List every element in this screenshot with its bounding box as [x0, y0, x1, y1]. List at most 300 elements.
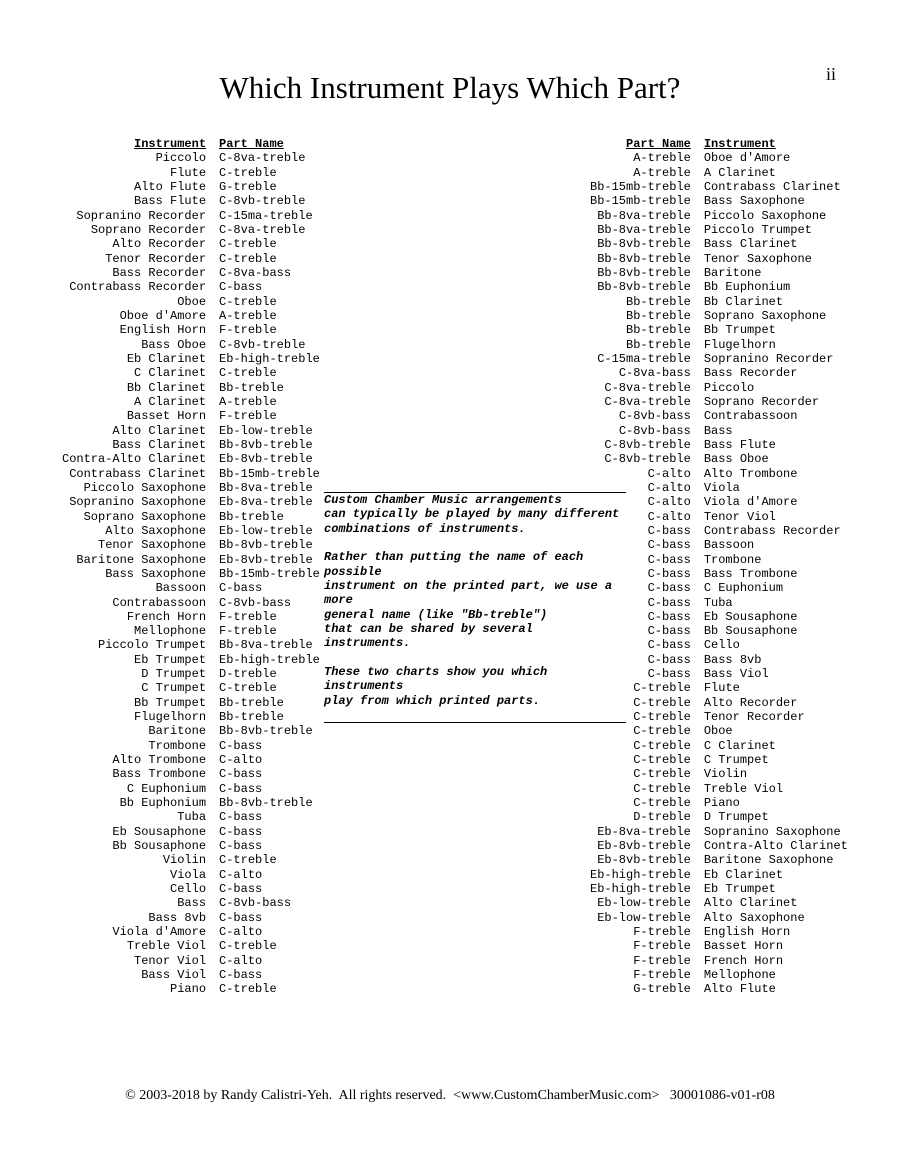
table-cell: C-bass [219, 767, 263, 782]
table-cell: F-treble [633, 939, 691, 954]
table-cell: Flute [170, 165, 207, 180]
instrument-to-part-rows [62, 151, 320, 996]
table-cell: Bassoon [155, 581, 207, 596]
table-row [62, 481, 320, 495]
table-cell: C Clarinet [134, 366, 207, 381]
table-row [62, 209, 320, 223]
table-cell: D-treble [633, 810, 691, 825]
table-row [62, 395, 320, 409]
table-cell: C-15ma-treble [219, 208, 313, 223]
table-cell: C-8vb-treble [604, 437, 691, 452]
table-cell: C-bass [647, 566, 691, 581]
table-cell: Bb-treble [626, 294, 691, 309]
table-cell: Alto Flute [134, 179, 207, 194]
table-cell: Sopranino Recorder [703, 351, 834, 366]
table-row [590, 223, 848, 237]
table-row [62, 882, 320, 896]
table-cell: Piano [703, 796, 740, 811]
table-cell: D-treble [219, 667, 277, 682]
table-cell: C Euphonium [126, 781, 207, 796]
table-cell: Bb-8va-treble [597, 222, 691, 237]
table-cell: C-alto [219, 753, 263, 768]
table-cell: Cello [703, 638, 740, 653]
table-cell: Bass [177, 896, 207, 911]
table-row [62, 739, 320, 753]
table-row [62, 825, 320, 839]
table-cell: Bb-8vb-treble [597, 237, 691, 252]
table-header-row [590, 137, 848, 151]
table-cell: Eb-high-treble [219, 351, 320, 366]
table-row [62, 710, 320, 724]
table-cell: French Horn [703, 953, 784, 968]
table-cell: Alto Clarinet [703, 896, 798, 911]
table-row [590, 209, 848, 223]
table-row [590, 911, 848, 925]
table-cell: Bb-8vb-treble [597, 251, 691, 266]
table-cell: C-alto [219, 925, 263, 940]
table-cell: Viola d'Amore [703, 495, 798, 510]
table-row [62, 194, 320, 208]
table-row [62, 438, 320, 452]
table-cell: C-bass [647, 624, 691, 639]
table-cell: C-8vb-treble [219, 337, 306, 352]
table-cell: C-8va-bass [618, 366, 691, 381]
table-cell: Mellophone [703, 968, 776, 983]
table-row [62, 280, 320, 294]
table-cell: Bb Sousaphone [703, 624, 798, 639]
table-cell: Trombone [703, 552, 762, 567]
table-row [590, 739, 848, 753]
table-row [62, 653, 320, 667]
table-cell: Sopranino Saxophone [69, 495, 207, 510]
table-cell: D Trumpet [141, 667, 207, 682]
table-cell: Alto Saxophone [105, 523, 207, 538]
table-cell: Bb Clarinet [703, 294, 784, 309]
table-cell: Eb-high-treble [590, 867, 691, 882]
table-cell: C-treble [219, 237, 277, 252]
table-cell: Sopranino Recorder [76, 208, 207, 223]
table-row [62, 252, 320, 266]
table-cell: Eb-8va-treble [219, 495, 313, 510]
part-to-instrument-rows [590, 151, 848, 996]
table-cell: Alto Trombone [112, 753, 207, 768]
table-row [590, 323, 848, 337]
table-cell: Baritone [148, 724, 207, 739]
table-cell: Bb-treble [626, 337, 691, 352]
table-cell: Bb-8va-treble [597, 208, 691, 223]
table-row [590, 796, 848, 810]
table-row [62, 553, 320, 567]
table-cell: Treble Viol [126, 939, 207, 954]
page-title: Which Instrument Plays Which Part? [219, 70, 681, 105]
table-cell: A-treble [219, 394, 277, 409]
table-cell: C-treble [219, 366, 277, 381]
table-cell: C-8vb-bass [219, 896, 292, 911]
note-paragraph: Rather than putting the name of each possible instrument on the printed part, we use a more general name (like "Bb-treble") that can be shared by several instruments. [324, 550, 613, 651]
table-row [590, 696, 848, 710]
table-row [590, 638, 848, 652]
table-cell: C-bass [219, 968, 263, 983]
table-cell: C-alto [647, 466, 691, 481]
table-cell: French Horn [126, 609, 207, 624]
table-row [590, 868, 848, 882]
table-cell: C-alto [647, 509, 691, 524]
table-cell: C-bass [219, 810, 263, 825]
table-cell: Bass Oboe [703, 452, 769, 467]
table-cell: Eb-low-treble [219, 523, 313, 538]
table-cell: Basset Horn [126, 409, 207, 424]
table-cell: Alto Recorder [703, 695, 798, 710]
table-row [62, 968, 320, 982]
table-cell: Tuba [703, 595, 733, 610]
table-cell: Alto Trombone [703, 466, 798, 481]
table-cell: F-treble [633, 968, 691, 983]
table-cell: F-treble [219, 609, 277, 624]
table-cell: Bass Saxophone [105, 566, 207, 581]
table-cell: Tenor Saxophone [98, 538, 207, 553]
table-row [590, 724, 848, 738]
table-cell: Soprano Saxophone [83, 509, 207, 524]
table-cell: Eb Sousaphone [703, 609, 798, 624]
table-cell: Bass Flute [134, 194, 207, 209]
table-cell: Baritone Saxophone [76, 552, 207, 567]
table-row [590, 194, 848, 208]
table-cell: Oboe [177, 294, 207, 309]
table-row [590, 366, 848, 380]
table-cell: Bb-8va-treble [219, 638, 313, 653]
table-cell: Bass 8vb [703, 652, 762, 667]
table-cell: Bb-8vb-treble [219, 796, 313, 811]
table-row [62, 638, 320, 652]
table-row [590, 882, 848, 896]
table-row [590, 581, 848, 595]
table-cell: C-bass [647, 638, 691, 653]
table-row [62, 767, 320, 781]
column-header-part-name: Part Name [219, 137, 284, 151]
table-cell: Bb-treble [219, 710, 284, 725]
table-cell: C-bass [219, 824, 263, 839]
table-row [62, 681, 320, 695]
table-cell: Soprano Recorder [703, 394, 820, 409]
table-cell: C-bass [647, 552, 691, 567]
table-row [590, 624, 848, 638]
table-cell: Bass Flute [703, 437, 776, 452]
table-cell: Flute [703, 681, 740, 696]
table-cell: Eb-8vb-treble [219, 552, 313, 567]
table-cell: Eb Clarinet [703, 867, 784, 882]
table-row [590, 939, 848, 953]
table-cell: Bb Trumpet [703, 323, 776, 338]
table-cell: Soprano Recorder [90, 222, 207, 237]
table-row [590, 237, 848, 251]
table-cell: C-8vb-bass [618, 423, 691, 438]
table-cell: C-treble [219, 251, 277, 266]
table-row [62, 853, 320, 867]
table-cell: Oboe d'Amore [703, 151, 791, 166]
table-row [590, 452, 848, 466]
table-row [62, 911, 320, 925]
table-cell: Bb-15mb-treble [590, 194, 691, 209]
table-cell: C-alto [647, 495, 691, 510]
table-cell: Bb Trumpet [134, 695, 207, 710]
table-cell: C-8vb-bass [219, 595, 292, 610]
table-cell: Bass Recorder [703, 366, 798, 381]
table-cell: Piccolo Saxophone [703, 208, 827, 223]
table-cell: Bb-8vb-treble [597, 280, 691, 295]
table-cell: C-treble [219, 853, 277, 868]
table-cell: Bb-8vb-treble [219, 437, 313, 452]
table-row [62, 467, 320, 481]
table-cell: C-treble [633, 781, 691, 796]
table-row [62, 424, 320, 438]
table-cell: Tenor Saxophone [703, 251, 812, 266]
table-cell: Alto Clarinet [112, 423, 207, 438]
table-cell: Eb-8vb-treble [597, 853, 691, 868]
table-cell: C-bass [219, 581, 263, 596]
table-cell: Bb-8vb-treble [219, 538, 313, 553]
table-cell: Bb-treble [626, 308, 691, 323]
table-cell: D Trumpet [703, 810, 769, 825]
part-to-instrument-table [590, 137, 848, 997]
table-row [590, 266, 848, 280]
table-cell: C-bass [647, 667, 691, 682]
table-row [590, 553, 848, 567]
table-cell: Mellophone [134, 624, 207, 639]
table-row [590, 481, 848, 495]
table-row [62, 868, 320, 882]
table-row [590, 810, 848, 824]
table-row [590, 151, 848, 165]
table-cell: C-bass [219, 738, 263, 753]
table-cell: Bb-8vb-treble [219, 724, 313, 739]
table-cell: C-bass [647, 581, 691, 596]
table-row [590, 309, 848, 323]
table-row [62, 696, 320, 710]
table-row [590, 467, 848, 481]
table-cell: C-treble [219, 681, 277, 696]
table-cell: F-treble [633, 953, 691, 968]
table-cell: C-treble [633, 724, 691, 739]
instrument-to-part-table [62, 137, 320, 997]
table-cell: Bass [703, 423, 733, 438]
table-cell: Bass Clarinet [703, 237, 798, 252]
table-cell: Oboe [703, 724, 733, 739]
note-paragraph: These two charts show you which instruments play from which printed parts. [324, 664, 548, 708]
table-row [62, 581, 320, 595]
table-cell: Tenor Recorder [703, 710, 805, 725]
table-row [62, 954, 320, 968]
table-row [590, 839, 848, 853]
table-cell: Bass Recorder [112, 265, 207, 280]
table-cell: Bb-treble [219, 509, 284, 524]
table-row [590, 524, 848, 538]
table-cell: C-treble [219, 939, 277, 954]
table-cell: Contrabass Clarinet [703, 179, 841, 194]
table-cell: C-treble [219, 294, 277, 309]
table-cell: Bb-8vb-treble [597, 265, 691, 280]
table-row [62, 323, 320, 337]
table-cell: Bass 8vb [148, 910, 207, 925]
table-cell: C-8vb-treble [604, 452, 691, 467]
table-cell: Bb-15mb-treble [590, 179, 691, 194]
table-cell: Eb-8va-treble [597, 824, 691, 839]
table-cell: A Clarinet [134, 394, 207, 409]
table-cell: Oboe d'Amore [119, 308, 207, 323]
table-cell: C-bass [647, 595, 691, 610]
table-cell: C-8vb-bass [618, 409, 691, 424]
table-cell: C-15ma-treble [597, 351, 691, 366]
table-row [590, 825, 848, 839]
table-row [590, 438, 848, 452]
table-cell: Alto Recorder [112, 237, 207, 252]
table-cell: Viola d'Amore [112, 925, 207, 940]
table-cell: C-8va-bass [219, 265, 292, 280]
table-cell: Bb Euphonium [119, 796, 207, 811]
table-row [590, 424, 848, 438]
table-cell: Tenor Viol [703, 509, 776, 524]
table-cell: Bb Sousaphone [112, 839, 207, 854]
table-row [62, 352, 320, 366]
table-cell: Contra-Alto Clarinet [62, 452, 207, 467]
table-row [590, 338, 848, 352]
table-cell: Violin [703, 767, 748, 782]
table-cell: Treble Viol [703, 781, 784, 796]
table-row [62, 381, 320, 395]
column-header-part-name: Part Name [626, 137, 691, 151]
table-row [62, 567, 320, 581]
table-row [590, 510, 848, 524]
table-cell: C-treble [633, 767, 691, 782]
table-cell: Bass Saxophone [703, 194, 805, 209]
table-cell: Eb Trumpet [134, 652, 207, 667]
table-row [590, 896, 848, 910]
table-row [590, 596, 848, 610]
table-row [62, 796, 320, 810]
table-cell: C-bass [647, 538, 691, 553]
table-row [62, 753, 320, 767]
table-cell: Piccolo Trumpet [703, 222, 812, 237]
copyright-footer: © 2003-2018 by Randy Calistri-Yeh. All rights reserved. <www.CustomChamberMusic.com> 30001086-v01-r08 [125, 1088, 775, 1103]
table-cell: A Clarinet [703, 165, 776, 180]
table-cell: Eb-8vb-treble [597, 839, 691, 854]
table-cell: Alto Flute [703, 982, 776, 997]
table-cell: Bb-8va-treble [219, 480, 313, 495]
table-cell: A-treble [633, 165, 691, 180]
table-cell: Bb Clarinet [126, 380, 207, 395]
table-cell: C-8va-treble [604, 394, 691, 409]
table-row [590, 252, 848, 266]
table-row [590, 710, 848, 724]
table-cell: C-bass [219, 910, 263, 925]
table-row [590, 280, 848, 294]
table-cell: C-bass [647, 523, 691, 538]
table-row [590, 395, 848, 409]
table-row [590, 982, 848, 996]
table-cell: Contrabassoon [112, 595, 207, 610]
table-cell: G-treble [219, 179, 277, 194]
table-row [62, 724, 320, 738]
table-row [590, 667, 848, 681]
table-cell: Bb-15mb-treble [219, 566, 320, 581]
table-cell: C-alto [647, 480, 691, 495]
table-row [62, 409, 320, 423]
table-row [62, 166, 320, 180]
table-row [62, 896, 320, 910]
table-cell: Eb-low-treble [597, 896, 691, 911]
table-cell: Alto Saxophone [703, 910, 805, 925]
table-row [62, 839, 320, 853]
table-cell: C-alto [219, 867, 263, 882]
table-cell: Eb-low-treble [219, 423, 313, 438]
table-row [62, 510, 320, 524]
table-cell: Tenor Recorder [105, 251, 207, 266]
table-cell: F-treble [633, 925, 691, 940]
table-cell: Bass Oboe [141, 337, 207, 352]
table-cell: Bass Viol [703, 667, 769, 682]
table-cell: G-treble [633, 982, 691, 997]
table-row [62, 624, 320, 638]
table-row [62, 366, 320, 380]
table-cell: C Trumpet [703, 753, 769, 768]
table-cell: C-8va-treble [219, 151, 306, 166]
table-cell: Eb-high-treble [590, 882, 691, 897]
table-cell: Contra-Alto Clarinet [703, 839, 848, 854]
table-row [590, 166, 848, 180]
table-cell: Bb-treble [219, 695, 284, 710]
table-cell: Eb-low-treble [597, 910, 691, 925]
table-cell: Flugelhorn [703, 337, 776, 352]
table-row [62, 925, 320, 939]
table-cell: Eb Trumpet [703, 882, 776, 897]
table-row [62, 782, 320, 796]
table-row [62, 180, 320, 194]
table-cell: Piccolo Saxophone [83, 480, 207, 495]
table-cell: C Trumpet [141, 681, 207, 696]
table-cell: Trombone [148, 738, 207, 753]
table-cell: F-treble [219, 409, 277, 424]
table-cell: Baritone [703, 265, 762, 280]
table-cell: Basset Horn [703, 939, 784, 954]
table-cell: C-bass [219, 781, 263, 796]
table-cell: C-bass [219, 882, 263, 897]
table-cell: Bassoon [703, 538, 755, 553]
table-cell: Bb-treble [219, 380, 284, 395]
table-row [62, 939, 320, 953]
table-cell: C Clarinet [703, 738, 776, 753]
table-cell: Bass Clarinet [112, 437, 207, 452]
table-cell: Flugelhorn [134, 710, 207, 725]
table-row [62, 982, 320, 996]
table-row [590, 538, 848, 552]
table-row [590, 681, 848, 695]
table-cell: Cello [170, 882, 207, 897]
table-row [590, 295, 848, 309]
table-row [62, 266, 320, 280]
table-cell: Bass Trombone [112, 767, 207, 782]
table-cell: C-treble [633, 695, 691, 710]
table-row [590, 567, 848, 581]
table-row [62, 309, 320, 323]
table-row [62, 295, 320, 309]
table-cell: C-treble [633, 796, 691, 811]
table-row [62, 452, 320, 466]
table-cell: Contrabass Recorder [703, 523, 841, 538]
table-row [62, 667, 320, 681]
table-cell: C-alto [219, 953, 263, 968]
table-row [590, 968, 848, 982]
table-row [62, 596, 320, 610]
table-row [62, 237, 320, 251]
